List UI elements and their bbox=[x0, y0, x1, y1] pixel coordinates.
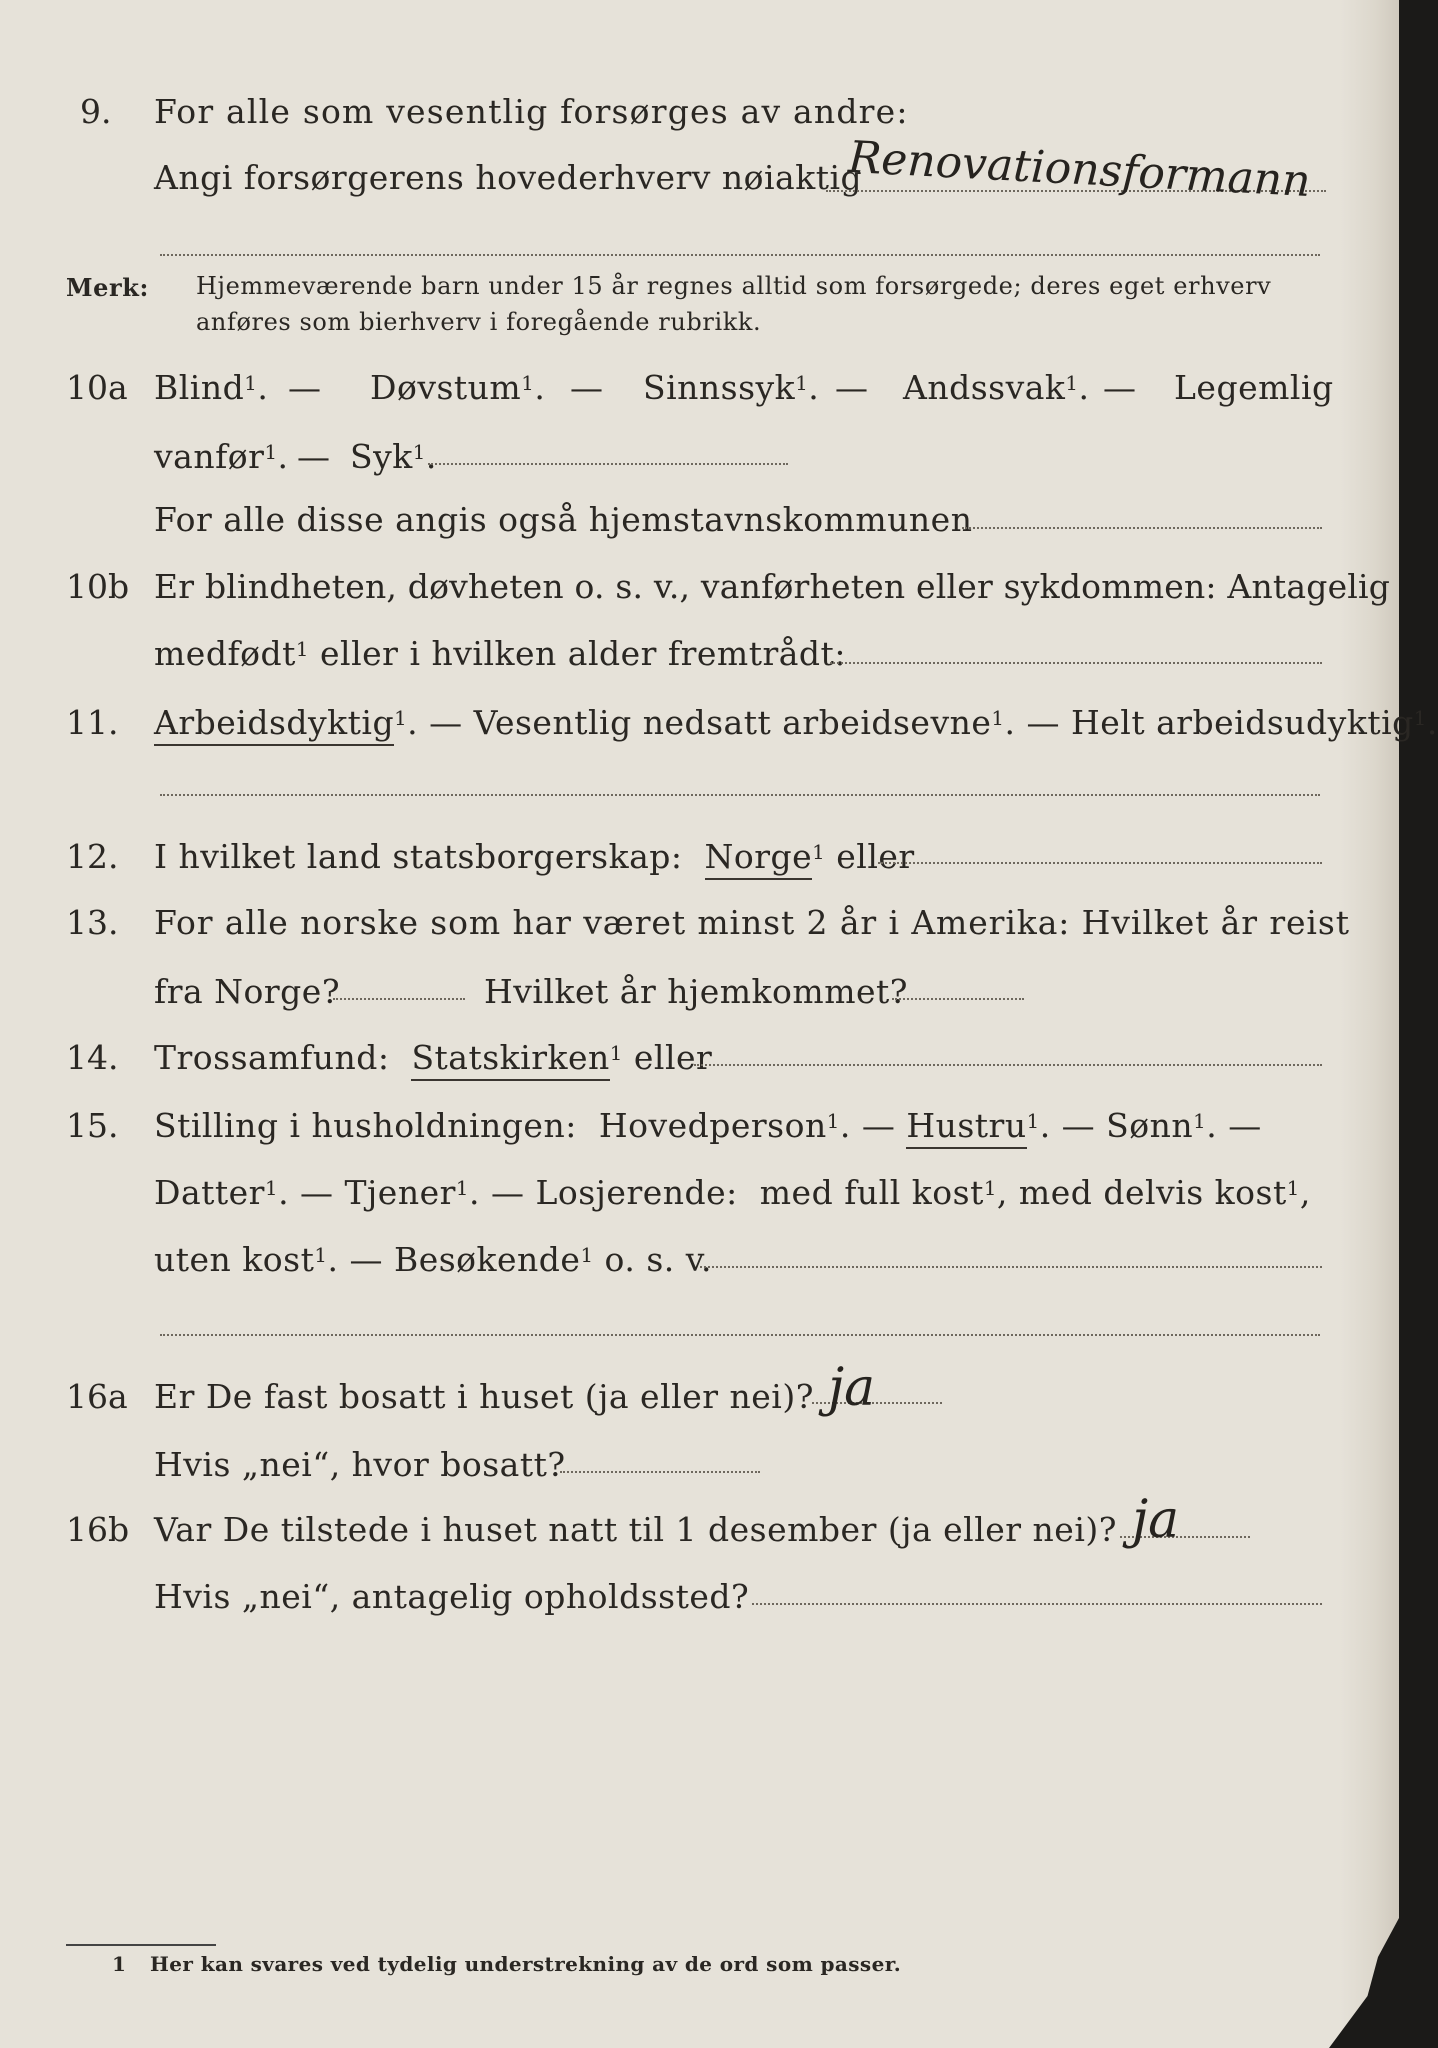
paper-edge bbox=[1339, 0, 1399, 2048]
q15-number: 15. bbox=[66, 1106, 119, 1145]
q11-extra-line bbox=[160, 794, 1320, 796]
q15-line1: Stilling i husholdningen: Hovedperson$^1$. — Hustru$^1$. — Sønn$^1$. — bbox=[154, 1109, 1262, 1142]
q10b-line2: medfødt$^1$ eller i hvilken alder fremtrådt: bbox=[154, 634, 846, 673]
q10a-legemlig: Legemlig bbox=[1174, 368, 1334, 407]
q15-line3: uten kost$^1$. — Besøkende$^1$ o. s. v. bbox=[154, 1240, 712, 1279]
merk-line2: anføres som bierhverv i foregående rubrikk. bbox=[196, 308, 762, 336]
q16a-line1: Er De fast bosatt i huset (ja eller nei)? bbox=[154, 1377, 814, 1416]
q10a-dovstum: Døvstum$^1$. bbox=[370, 368, 546, 407]
q11-arbeidsdyktig-underlined: Arbeidsdyktig bbox=[154, 703, 394, 746]
q16b-line1: Var De tilstede i huset natt til 1 desember (ja eller nei)? bbox=[154, 1510, 1117, 1549]
q16b-handwritten-answer: ja bbox=[1132, 1490, 1180, 1550]
q11-number: 11. bbox=[66, 703, 119, 742]
q13-hjemkommet-line bbox=[892, 998, 1024, 1000]
dash: — bbox=[288, 368, 322, 407]
q11-line: Arbeidsdyktig$^1$. — Vesentlig nedsatt arbeidsevne$^1$. — Helt arbeidsudyktig$^1$. bbox=[154, 706, 1438, 739]
q10b-number: 10b bbox=[66, 567, 130, 606]
q14-line: Trossamfund: Statskirken$^1$ eller bbox=[154, 1041, 712, 1074]
q12-number: 12. bbox=[66, 837, 119, 876]
merk-line1: Hjemmeværende barn under 15 år regnes alltid som forsørgede; deres eget erhverv bbox=[196, 272, 1272, 300]
q12-answer-line bbox=[878, 862, 1322, 864]
q10a-hjemstavn-line bbox=[962, 527, 1322, 529]
q10a-syk: Syk$^1$. bbox=[350, 437, 437, 476]
q9-extra-line bbox=[160, 254, 1320, 256]
q10a-vanfor: vanfør$^1$. bbox=[154, 437, 289, 476]
q16b-number: 16b bbox=[66, 1510, 130, 1549]
q16a-number: 16a bbox=[66, 1377, 128, 1416]
dash: — bbox=[570, 368, 604, 407]
q13-hjemkommet: Hvilket år hjemkommet? bbox=[484, 972, 908, 1011]
q10b-alder-line bbox=[830, 662, 1322, 664]
q12-norge-underlined: Norge bbox=[705, 837, 813, 880]
q16b-line2: Hvis „nei“, antagelig opholdssted? bbox=[154, 1577, 750, 1616]
q15-line2: Datter$^1$. — Tjener$^1$. — Losjerende: med full kost$^1$, med delvis kost$^1$, bbox=[154, 1173, 1311, 1212]
q16a-line2: Hvis „nei“, hvor bosatt? bbox=[154, 1445, 566, 1484]
dash: — bbox=[1103, 368, 1137, 407]
merk-label: Merk: bbox=[66, 273, 149, 302]
q9-line2: Angi forsørgerens hovederhverv nøiaktig bbox=[154, 158, 863, 197]
q14-statskirken-underlined: Statskirken bbox=[411, 1038, 609, 1081]
q14-number: 14. bbox=[66, 1038, 119, 1077]
q10a-syk-line bbox=[428, 463, 788, 465]
q15-hustru-underlined: Hustru bbox=[906, 1106, 1026, 1149]
footnote-rule bbox=[66, 1944, 216, 1946]
q9-handwritten-answer: Renovationsformann bbox=[847, 131, 1312, 208]
q15-extra-line bbox=[160, 1334, 1320, 1336]
q10b-line1: Er blindheten, døvheten o. s. v., vanførheten eller sykdommen: Antagelig bbox=[154, 567, 1391, 606]
q15-answer-line bbox=[700, 1266, 1322, 1268]
q9-number: 9. bbox=[80, 92, 112, 131]
q16b-opholdssted-line bbox=[752, 1603, 1322, 1605]
q13-reist-line bbox=[333, 998, 465, 1000]
footnote-text: Her kan svares ved tydelig understrekning av de ord som passer. bbox=[150, 1952, 902, 1976]
q13-number: 13. bbox=[66, 903, 119, 942]
q10a-sinnssyk: Sinnssyk$^1$. bbox=[643, 368, 820, 407]
q10a-andssvak: Andssvak$^1$. bbox=[903, 368, 1090, 407]
q13-fra-norge: fra Norge? bbox=[154, 972, 341, 1011]
q10a-blind: Blind$^1$. bbox=[154, 368, 269, 407]
q9-line1: For alle som vesentlig forsørges av andre: bbox=[154, 92, 909, 131]
q16a-bosatt-line bbox=[560, 1471, 760, 1473]
q13-line1: For alle norske som har været minst 2 år i Amerika: Hvilket år reist bbox=[154, 903, 1350, 942]
q10a-line3: For alle disse angis også hjemstavnskommunen bbox=[154, 500, 973, 539]
dash: — bbox=[835, 368, 869, 407]
q12-line: I hvilket land statsborgerskap: Norge$^1$ eller bbox=[154, 840, 915, 873]
q10a-number: 10a bbox=[66, 368, 128, 407]
footnote-marker: 1 bbox=[112, 1952, 127, 1976]
q14-answer-line bbox=[694, 1064, 1322, 1066]
q16a-handwritten-answer: ja bbox=[828, 1358, 876, 1418]
dash: — bbox=[297, 437, 331, 476]
